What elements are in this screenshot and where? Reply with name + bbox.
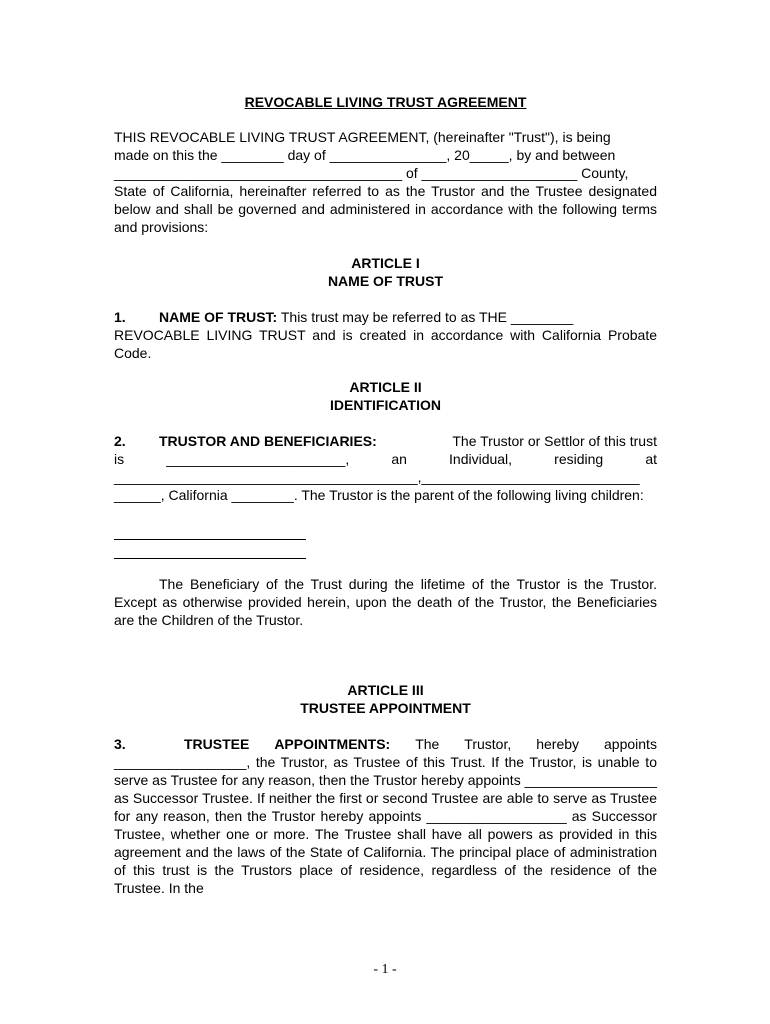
section-3-number: 3. [114,736,126,752]
intro-paragraph [114,128,657,236]
child-blank-line [114,526,306,540]
article-1-heading: ARTICLE I [351,255,420,271]
section-2-word: at [645,451,657,467]
section-2-line-1 [114,432,657,450]
article-3-subheading: TRUSTEE APPOINTMENT [300,700,471,716]
section-2-number: 2. [114,433,126,449]
section-1-line-1: This trust may be referred to as THE ________ [277,309,574,325]
section-2-word: _______________________, [166,451,350,467]
section-2-word: is [114,451,125,467]
section-1-label: NAME OF TRUST: [159,309,278,325]
intro-line-1: THIS REVOCABLE LIVING TRUST AGREEMENT, (hereinafter "Trust"), is being [114,129,611,145]
section-2-paragraph [114,432,657,504]
section-2-word: residing [554,451,604,467]
section-3-word: appoints [604,736,657,752]
document-body [114,93,657,897]
article-3-heading: ARTICLE III [347,682,424,698]
section-3-word: The [415,736,440,752]
children-blank-lines [114,526,657,559]
section-2-line-3: _______________________________________,____________________________ [114,469,640,485]
article-1-subheading: NAME OF TRUST [327,273,444,289]
section-1-number: 1. [114,309,126,325]
section-1-rest: REVOCABLE LIVING TRUST and is created in accordance with California Probate Code. [114,327,657,361]
intro-line-2: made on this the ________ day of _______________, 20_____, by and between [114,147,616,163]
section-3-word: Trustor, [464,736,512,752]
section-3-line-1 [114,735,657,753]
article-2-subheading: IDENTIFICATION [330,397,441,413]
section-3-label-word: APPOINTMENTS: [274,736,391,752]
section-2-rest [114,468,657,504]
section-1-paragraph [114,308,657,362]
section-2-label: TRUSTOR AND BENEFICIARIES: [159,433,377,449]
article-2-heading: ARTICLE II [349,379,422,395]
section-3-word: hereby [536,736,580,752]
section-3-paragraph [114,735,657,897]
beneficiary-text: The Beneficiary of the Trust during the lifetime of the Trustor is the Trustor. Except as otherwise provided herein, upon the death of the Trustor, the Beneficiaries are the Children of the Trustor. [114,576,657,628]
section-3-label-word: TRUSTEE [183,736,250,752]
section-3-rest: _________________, the Trustor, as Trustee of this Trust. If the Trustor, is unable to serve as Trustee for any reason, then the Trustor hereby appoints _________________ as Successor Trustee. If neither the first or second Trustee are able to serve as Trustee for any reason, then the Trustor hereby appoints __________________ as Successor Trustee, whether one or more. The Trustee shall have all powers as provided in this agreement and the laws of the State of California. The principal place of administration of this trust is the Trustors place of residence, regardless of the residence of the Trustee. In the [114,754,657,896]
intro-rest: State of California, hereinafter referred to as the Trustor and the Trustee designated below and shall be governed and administered in accordance with the following terms and provisions: [114,183,657,235]
beneficiary-paragraph [114,575,657,629]
intro-line-3: _____________________________________ of ____________________ County, [114,165,629,181]
section-2-line-2 [114,450,657,468]
document-title: REVOCABLE LIVING TRUST AGREEMENT [244,94,527,110]
page-number: - 1 - [373,962,397,977]
section-2-rest-text: ______, California ________. The Trustor is the parent of the following living children: [114,487,644,503]
section-2-line-1-text: The Trustor or Settlor of this trust [452,433,657,449]
section-2-word: Individual, [449,451,513,467]
section-2-word: an [391,451,407,467]
child-blank-line [114,545,306,559]
